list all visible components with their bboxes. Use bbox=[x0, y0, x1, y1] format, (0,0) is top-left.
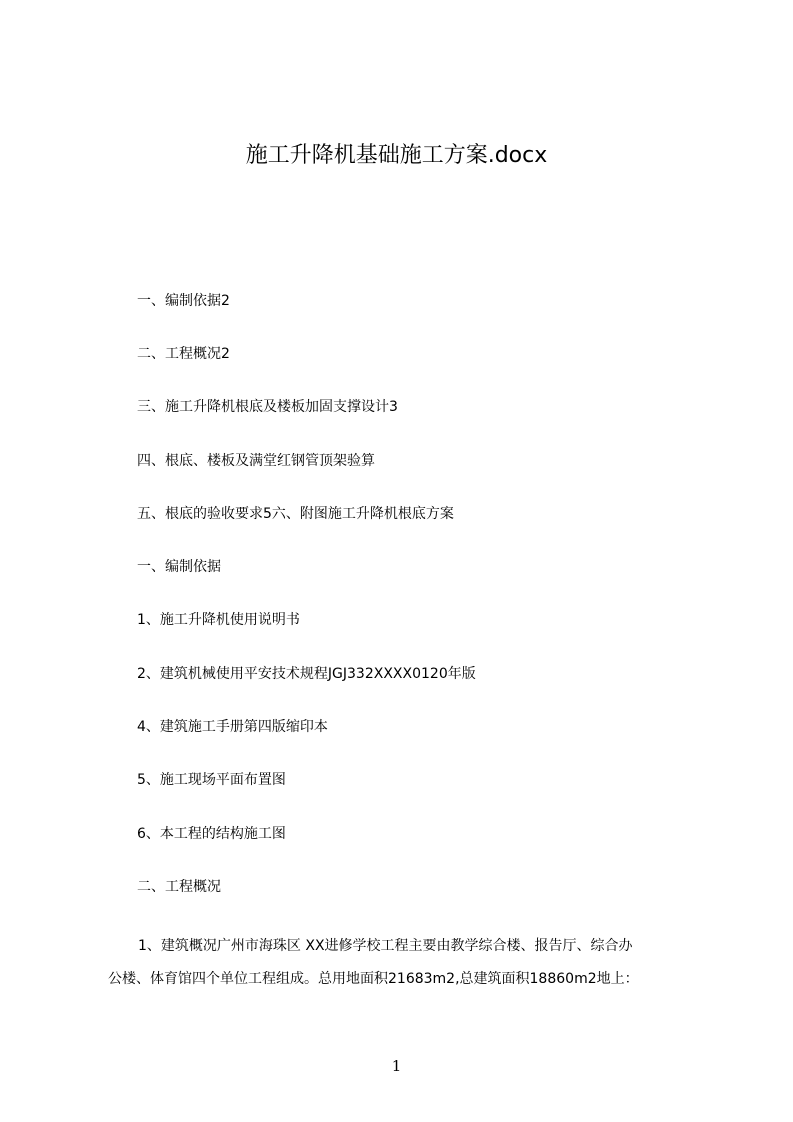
basis-item-1: 1、施工升降机使用说明书 bbox=[137, 612, 300, 628]
page-number: 1 bbox=[391, 1057, 402, 1075]
toc-item-3: 三、施工升降机根底及楼板加固支撑设计3 bbox=[137, 399, 398, 415]
section-heading-basis: 一、编制依据 bbox=[137, 559, 221, 575]
basis-item-5: 6、本工程的结构施工图 bbox=[137, 826, 286, 842]
toc-item-1: 一、编制依据2 bbox=[137, 293, 230, 309]
overview-paragraph bbox=[108, 930, 708, 996]
overview-paragraph-line-2: 公楼、体育馆四个单位工程组成。总用地面积21683m2,总建筑面积18860m2地上： bbox=[108, 971, 639, 987]
section-heading-overview: 二、工程概况 bbox=[137, 879, 221, 895]
document-title: 施工升降机基础施工方案.docx bbox=[245, 143, 548, 168]
overview-paragraph-line-1: 1、建筑概况广州市海珠区 XX进修学校工程主要由教学综合楼、报告厅、综合办 bbox=[138, 938, 633, 954]
basis-item-2: 2、建筑机械使用平安技术规程JGJ332XXXX0120年版 bbox=[137, 666, 476, 682]
toc-item-5: 五、根底的验收要求5六、附图施工升降机根底方案 bbox=[137, 506, 454, 522]
basis-item-4: 5、施工现场平面布置图 bbox=[137, 772, 286, 788]
basis-item-3: 4、建筑施工手册第四版缩印本 bbox=[137, 719, 328, 735]
toc-item-2: 二、工程概况2 bbox=[137, 346, 230, 362]
toc-item-4: 四、根底、楼板及满堂红钢管顶架验算 bbox=[137, 453, 375, 469]
